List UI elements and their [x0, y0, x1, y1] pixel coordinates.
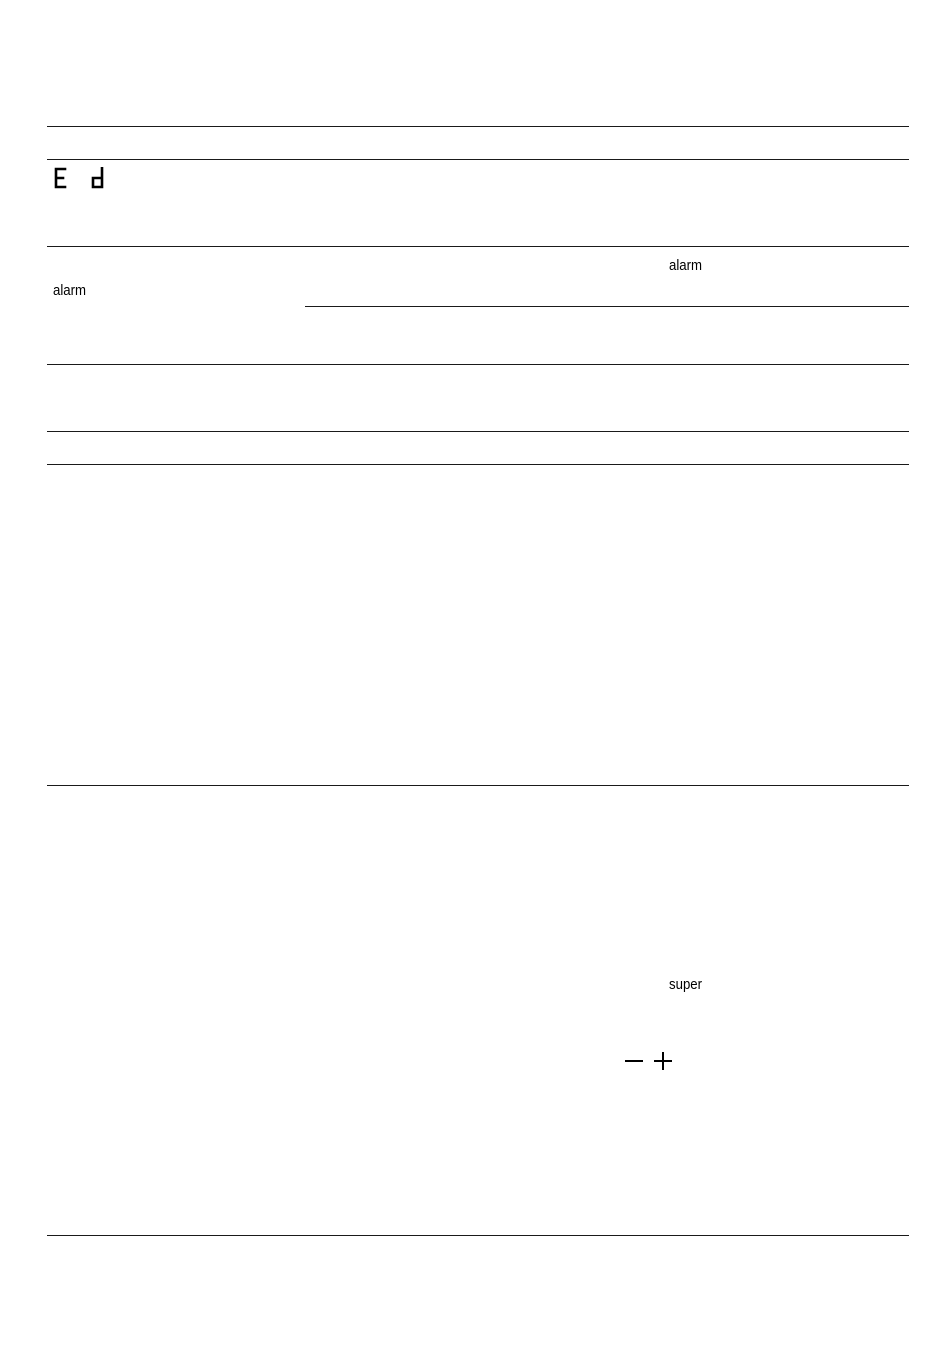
table-rule-header-bottom: [47, 159, 909, 160]
minus-symbol-icon: [624, 1051, 644, 1071]
table-rule-row2-bottom: [47, 364, 909, 365]
segment-display-e-glyph: [53, 167, 67, 189]
alarm-label-right: alarm: [669, 257, 703, 274]
segment-display-d-glyph: [90, 167, 106, 189]
super-label: super: [669, 976, 703, 993]
table-rule-row4-bottom: [47, 464, 909, 465]
table-rule-row5-bottom: [47, 785, 909, 786]
table-rule-top: [47, 126, 909, 127]
table-rule-row2-subdivider: [305, 306, 909, 307]
plus-symbol-icon: [653, 1051, 673, 1071]
alarm-label-left: alarm: [53, 282, 87, 299]
table-rule-row3-bottom: [47, 431, 909, 432]
table-rule-row6-bottom: [47, 1235, 909, 1236]
table-rule-row1-bottom: [47, 246, 909, 247]
